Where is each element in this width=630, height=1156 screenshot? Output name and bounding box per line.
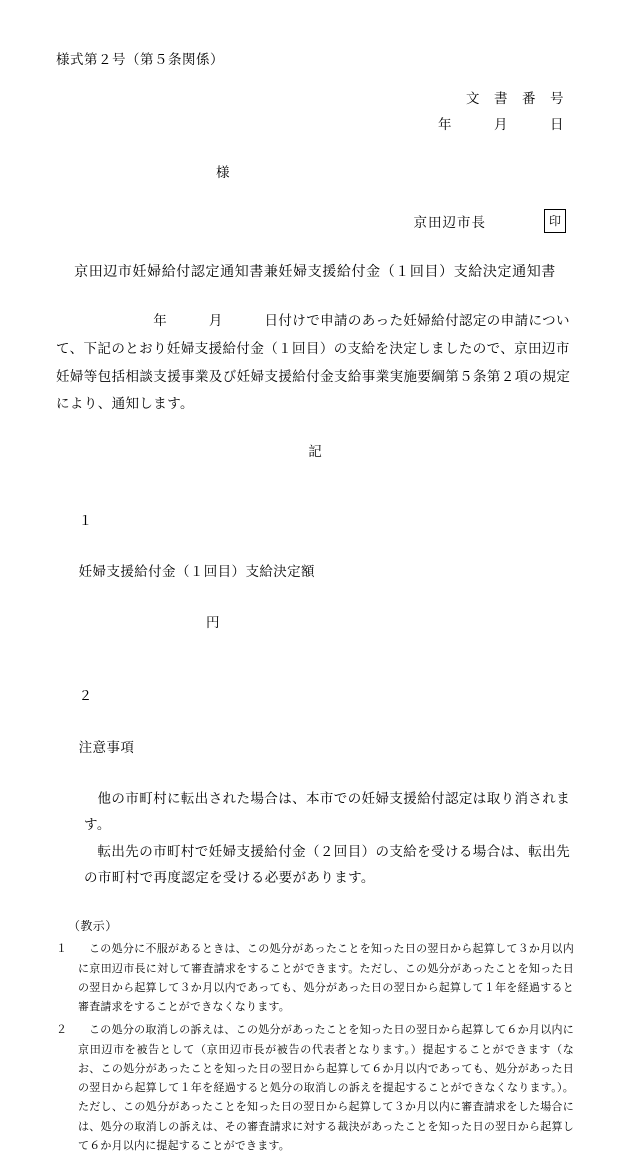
section-2-paragraph-1: 他の市町村に転出された場合は、本市での妊婦支援給付認定は取り消されます。 [84,791,571,833]
section-2-body [56,786,574,891]
section-1-amount: 円 [206,615,220,631]
document-title: 京田辺市妊婦給付認定通知書兼妊婦支援給付金（１回目）支給決定通知書 [74,265,556,281]
notice-item [56,1021,574,1156]
document-number-label: 文 書 番 号 [466,91,564,106]
section-2-heading [56,658,574,786]
section-1-title: 妊婦支援給付金（１回目）支給決定額 [78,563,315,579]
section-1 [56,482,574,636]
notice-item-number: ２ [56,1024,68,1037]
section-1-heading [56,482,574,610]
section-2-number: ２ [78,688,93,704]
form-number: 様式第２号（第５条関係） [56,52,224,67]
notice-item-text: この処分の取消しの訴えは、この処分があったことを知った日の翌日から起算して６か月以内に京田辺市を被告として（京田辺市長が被告の代表者となります。）提起することができます（なお、この処分があったことを知った日の翌日から起算して６か月以内であっても、処分があった日の翌日から起算して１年を経過すると処分の取消しの訴えを提起することができなくなります。）。ただし、この処分があったことを知った日の翌日から起算して３か月以内に審査請求をした場合には、処分の取消しの訴えは、その審査請求に対する裁決があったことを知った日の翌日から起算して６か月以内に提起することができます。 [78,1024,574,1152]
issuer-row [56,209,574,233]
ki-marker: 記 [308,443,322,459]
section-2 [56,658,574,891]
addressee-line: 様 [216,165,230,181]
section-2-paragraph-2: 転出先の市町村で妊婦支援給付金（２回目）の支給を受ける場合は、転出先の市町村で再度認定を受ける必要があります。 [84,843,571,885]
notice-item-text: この処分に不服があるときは、この処分があったことを知った日の翌日から起算して３か月以内に京田辺市長に対して審査請求をすることができます。ただし、この処分があったことを知った日の翌日から起算して３か月以内であっても、処分があった日の翌日から起算して１年を経過すると審査請求をすることができなくなります。 [78,943,574,1014]
section-1-number: １ [78,512,93,528]
notice-item [56,940,574,1017]
document-meta [56,86,574,137]
document-body [56,307,574,418]
notice-title: （教示） [68,919,118,934]
notice-list [56,940,574,1156]
issuer-name: 京田辺市長 [413,215,486,231]
seal-stamp-icon: 印 [544,209,566,233]
body-paragraph: 年 月 日付けで申請のあった妊婦給付認定の申請について、下記のとおり妊婦支援給付金（１回目）の支給を決定しましたので、京田辺市妊婦等包括相談支援事業及び妊婦支援給付金支給事業実施要綱第５条第２項の規定により、通知します。 [56,313,571,412]
document-date-label: 年 月 日 [438,116,564,132]
section-2-title: 注意事項 [78,739,135,755]
notice-item-number: １ [56,943,68,956]
